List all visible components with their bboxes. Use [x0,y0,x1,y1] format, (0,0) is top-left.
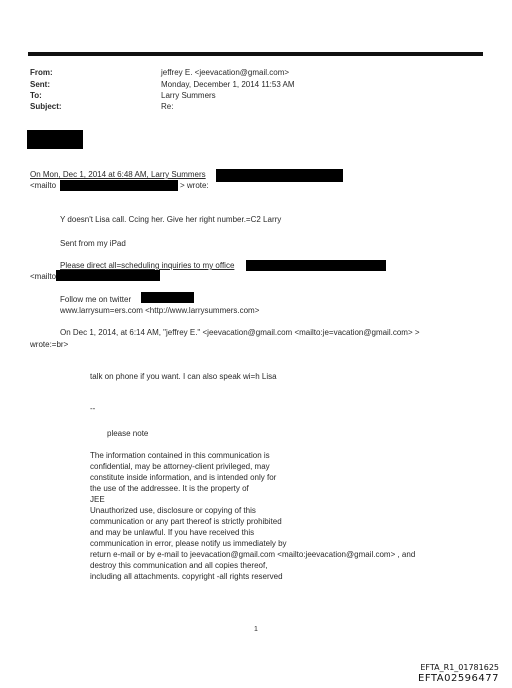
disclaimer-line: return e-mail or by e-mail to jeevacation@gmail.com <mailto:jeevacation@gmail.com> , and [90,550,416,559]
please-note-line: please note [107,429,149,438]
disclaimer-line: including all attachments. copyright -all rights reserved [90,572,283,581]
from-label: From: [30,68,53,77]
disclaimer-line: confidential, may be attorney-client privileged, may [90,462,270,471]
sent-value: Monday, December 1, 2014 11:53 AM [161,80,295,89]
redaction-box [60,180,178,191]
subject-value: Re: [161,102,174,111]
mailto-prefix-2: <mailto [30,272,57,281]
redaction-box [27,130,83,149]
on-mon-line [30,170,206,180]
on-mon-text: On Mon, Dec 1, 2014 at 6:48 AM, Larry Summers [30,170,206,179]
disclaimer-line: destroy this communication and all copies thereof, [90,561,268,570]
redaction-box [216,169,343,182]
follow-line: Follow me on twitter [60,295,132,304]
on-dec-line: On Dec 1, 2014, at 6:14 AM, "jeffrey E." <jeevacation@gmail.com <mailto:je=vacation@gmail.com> > [60,328,420,337]
header-rule [28,52,483,56]
efta-code-1: EFTA_R1_01781625 [420,663,499,672]
disclaimer-line: The information contained in this communication is [90,451,270,460]
mailto-prefix: <mailto [30,181,57,190]
dashes-line: -- [90,404,96,413]
wrote-suffix: > wrote: [180,181,209,190]
website-line: www.larrysum=ers.com <http://www.larrysummers.com> [60,306,260,315]
to-value: Larry Summers [161,91,216,100]
disclaimer-line: communication in error, please notify us immediately by [90,539,287,548]
disclaimer-line: JEE [90,495,105,504]
redaction-box [246,260,386,271]
lisa-line: Y doesn't Lisa call. Ccing her. Give her right number.=C2 Larry [60,215,282,224]
wrote-br-line: wrote:=br> [30,340,69,349]
from-value: jeffrey E. <jeevacation@gmail.com> [161,68,290,77]
page-number: 1 [254,626,258,633]
disclaimer-line: constitute inside information, and is intended only for [90,473,277,482]
talk-line: talk on phone if you want. I can also speak wi=h Lisa [90,372,277,381]
disclaimer-line: Unauthorized use, disclosure or copying of this [90,506,256,515]
redaction-box [141,292,194,303]
disclaimer-line: and may be unlawful. If you have received this [90,528,255,537]
redaction-box [56,270,160,281]
direct-text: Please direct all=scheduling inquiries to my office [60,261,235,270]
to-label: To: [30,91,42,100]
disclaimer-line: communication or any part thereof is strictly prohibited [90,517,282,526]
ipad-line: Sent from my iPad [60,239,126,248]
sent-label: Sent: [30,80,50,89]
disclaimer-line: the use of the addressee. It is the property of [90,484,249,493]
subject-label: Subject: [30,102,62,111]
efta-code-2: EFTA02596477 [418,673,499,684]
